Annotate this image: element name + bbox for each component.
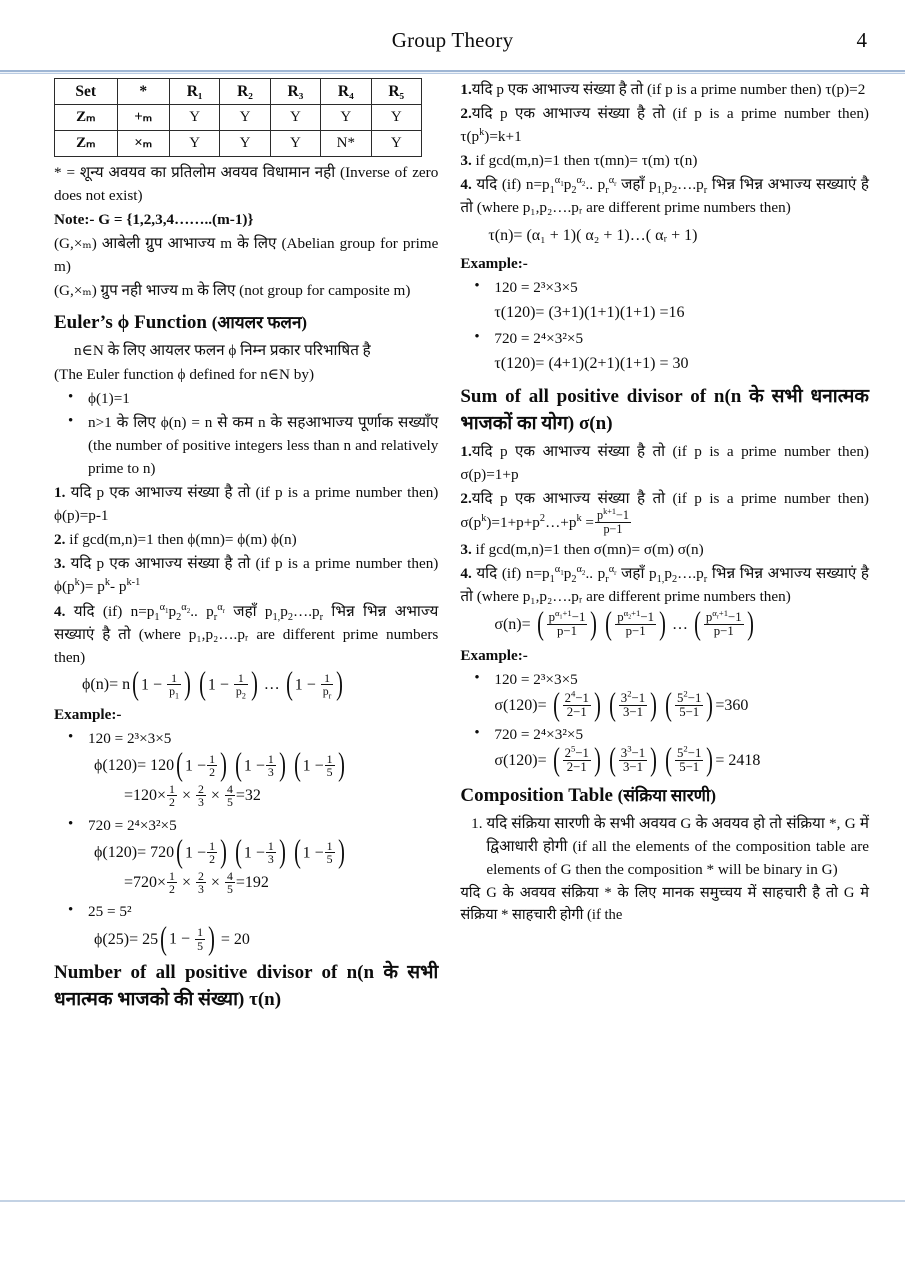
right-column: [460, 78, 869, 1200]
table-cell: Y: [169, 105, 219, 131]
rule-number: 4.: [54, 602, 66, 620]
euler-phi-heading: [54, 310, 438, 337]
header-divider: [0, 70, 905, 74]
table-cell: Y: [270, 131, 320, 157]
euler-definition-en: (The Euler function ϕ defined for n∈N by): [54, 365, 315, 383]
example-result: =720× $\frac{1}{2}$ × $\frac{2}{3}$ × $\frac{4}{5}$ =192: [124, 868, 269, 896]
example-formula: ϕ(120)= 120( 1 − $\frac{1}{2}$ ) ( 1 − $\frac{1}{3}$ ) ( 1 − $\frac{1}{5}$ ): [94, 746, 345, 783]
rule-prefix: यदि (if): [476, 176, 522, 194]
footer-divider: [0, 1200, 905, 1202]
example-factorization: 720 = 2⁴×3²×5: [494, 330, 584, 348]
page-content: [0, 78, 905, 1200]
list-item: [494, 668, 869, 721]
rule-prefix: यदि (if): [476, 564, 522, 582]
example-factorization: 720 = 2⁴×3²×5: [88, 816, 177, 834]
table-footnote: * = शून्य अवयव का प्रतिलोम अवयव विधामान नही (Inverse of zero does not exist): [54, 164, 439, 205]
composition-table-heading: [460, 783, 869, 810]
euler-example-label: Example:-: [54, 705, 122, 723]
rule-number: 1.: [54, 484, 66, 502]
rule-number: 3.: [54, 555, 66, 573]
tau-rule-4: [460, 173, 869, 219]
euler-phi-formula: ϕ(n)= n( 1 − $\frac{1}{p_1}$ ) ( 1 − $\frac{1}{p_2}$ ) … ( 1 − $\frac{1}{p_r}$ ): [82, 665, 344, 702]
set-properties-table: [54, 78, 422, 157]
list-item: [494, 327, 869, 376]
tau-rule-3: [460, 149, 869, 172]
example-formula: ϕ(25)= 25( 1 − $\frac{1}{5}$ ) = 20: [94, 920, 250, 957]
rule-number: 2.: [54, 531, 66, 549]
abelian-group-line: (G,×ₘ) आबेली ग्रुप आभाज्य m के लिए (Abelian group for prime m): [54, 235, 439, 276]
rule-en-tail: (where p₁,p₂….pᵣ are different prime numbers then): [476, 587, 791, 605]
rule-mid: जहाँ: [621, 176, 645, 194]
table-header-cell: Set: [55, 79, 118, 105]
rule-en-tail: (where p₁,p₂….pᵣ are different prime numbers then): [54, 625, 439, 666]
list-item: [88, 900, 438, 957]
table-row: [55, 105, 422, 131]
rule-primes: $p_{1,}p_2\dots.p_r$: [264, 602, 324, 623]
table-cell: Y: [321, 105, 371, 131]
rule-number: 1.: [460, 81, 472, 98]
euler-heading-en: Euler’s ϕ Function: [54, 311, 207, 333]
example-factorization: 120 = 2³×3×5: [494, 278, 578, 296]
rule-formula: $n=p_1^{\alpha_1}p_2^{\alpha_2}$.. $p_r^{\alpha_r}$: [525, 175, 617, 197]
sigma-heading-hi1: के सभी: [749, 385, 803, 407]
table-cell: Zₘ: [55, 105, 118, 131]
table-header-cell: R₅: [371, 79, 421, 105]
composition-rules: [460, 812, 869, 881]
rule-formula: $\sigma(p^k)=1+p+p^2\dots+p^k$ = $\frac{p^{k+1}-1}{p-1}$: [460, 506, 629, 536]
page-number: 4: [856, 28, 867, 52]
euler-rule-4: [54, 600, 438, 669]
rule-formula: $n=p_1^{\alpha_1}p_2^{\alpha_2}$.. $p_r^{\alpha_r}$: [525, 563, 617, 585]
rule-number: 4.: [460, 176, 472, 194]
rule-hindi-tail: भिन्न भिन्न अभाज्य सख्याएं है तो: [460, 564, 869, 605]
table-cell: +ₘ: [117, 105, 169, 131]
example-result: =120× $\frac{1}{2}$ × $\frac{2}{3}$ × $\frac{4}{5}$ =32: [124, 781, 261, 810]
composition-tail-text: यदि G के अवयव संक्रिया * के लिए मानक समुच्चय में साहचारी है तो G मे संक्रिया * साहचारी होगी (if the: [460, 884, 869, 924]
rule-text: यदि p एक आभाज्य संख्या है तो (if p is a prime number then): [471, 442, 869, 460]
note-line: [54, 208, 438, 231]
rule-text: if gcd(m,n)=1 then ϕ(mn)= ϕ(m) ϕ(n): [69, 531, 297, 549]
table-header-cell: *: [117, 79, 169, 105]
rule-number: 2.: [460, 105, 472, 123]
sigma-rule-4: [460, 562, 869, 608]
euler-examples: [54, 727, 438, 957]
tau-section-heading: [54, 960, 438, 1014]
list-item: • ϕ(1)=1: [88, 387, 438, 410]
example-factorization: 720 = 2⁴×3²×5: [494, 725, 584, 743]
table-cell: Y: [270, 105, 320, 131]
tau-examples: [460, 276, 869, 377]
rule-formula: τ(p)=2: [825, 81, 866, 98]
example-formula: ϕ(120)= 720( 1 − $\frac{1}{2}$ ) ( 1 − $\frac{1}{3}$ ) ( 1 − $\frac{1}{5}$ ): [94, 833, 345, 870]
rule-number: 3.: [460, 540, 472, 558]
sigma-examples: [460, 668, 869, 776]
rule-formula: $\tau(p^k)=k+1$: [460, 127, 522, 146]
sigma-heading-hi2: धनात्मक भाजकों का योग): [460, 385, 869, 434]
example-result: τ(120)= (3+1)(1+1)(1+1) =16: [494, 304, 685, 322]
left-column: [54, 78, 438, 1200]
tau-example-label: Example:-: [460, 254, 528, 272]
table-header-cell: R₄: [321, 79, 371, 105]
rule-formula: $n=p_1^{\alpha_1}p_2^{\alpha_2}$.. $p_r^{\alpha_r}$: [130, 601, 225, 623]
page-header: [0, 0, 905, 58]
composition-heading-en: Composition Table: [460, 784, 613, 806]
rule-prefix: यदि (if): [73, 602, 123, 620]
euler-heading-hi: (आयलर फलन): [211, 312, 308, 332]
rule-hindi-tail: भिन्न भिन्न अभाज्य सख्याएं है तो: [54, 602, 439, 643]
sigma-rule-1: [460, 440, 869, 486]
tau-heading-en: Number of all positive divisor of n(n: [54, 962, 375, 984]
list-item: [88, 727, 438, 810]
example-factorization: 120 = 2³×3×5: [494, 670, 578, 688]
rule-number: 4.: [460, 564, 472, 582]
rule-formula: $\phi(p^k)= p^k-$ $p^{k-1}$: [54, 577, 141, 596]
sigma-section-heading: [460, 384, 869, 438]
rule-primes: $p_{1,}p_2\dots.p_r$: [649, 564, 708, 585]
rule-primes: $p_{1,}p_2\dots.p_r$: [649, 176, 708, 197]
table-cell: Y: [169, 131, 219, 157]
list-item: [494, 276, 869, 325]
tau-heading-hi2: धनात्मक भाजको की संख्या): [54, 989, 245, 1011]
rule-text: if gcd(m,n)=1 then τ(mn)= τ(m) τ(n): [475, 152, 698, 170]
rule-hindi-tail: भिन्न भिन्न अभाज्य सख्याएं है तो: [460, 176, 869, 217]
table-cell: Y: [371, 131, 421, 157]
euler-bullet-list: [54, 387, 438, 480]
table-cell: Y: [220, 131, 270, 157]
sigma-heading-symbol: σ(n): [578, 412, 613, 434]
rule-text: if gcd(m,n)=1 then σ(mn)= σ(m) σ(n): [475, 540, 704, 558]
rule-en-tail: (where p₁,p₂….pᵣ are different prime numbers then): [476, 199, 791, 217]
sigma-rule-3: [460, 538, 869, 561]
table-cell: Y: [371, 105, 421, 131]
rule-formula: σ(p)=1+p: [460, 465, 519, 483]
not-group-line: (G,×ₘ) ग्रुप नही भाज्य m के लिए (not group for camposite m): [54, 282, 411, 300]
rule-mid: जहाँ: [233, 602, 257, 620]
sigma-rule-2: [460, 487, 869, 537]
rule-text: यदि p एक आभाज्य संख्या है तो (if p is a prime number then): [70, 484, 439, 502]
list-item: [494, 723, 869, 776]
rule-number: 3.: [460, 152, 472, 170]
euler-definition-hi: n∈N के लिए आयलर फलन ϕ निम्न प्रकार परिभाषित है: [74, 341, 371, 359]
example-result: τ(120)= (4+1)(2+1)(1+1) = 30: [494, 355, 689, 373]
table-cell: Zₘ: [55, 131, 118, 157]
tau-heading-hi1: के सभी: [383, 962, 439, 984]
rule-text: यदि p एक आभाज्य संख्या है तो (if p is a prime number then): [471, 105, 869, 123]
table-header-cell: R₂: [220, 79, 270, 105]
example-result: σ(120)= ( $\frac{2^4-1}{2-1}$ ) ( $\frac{3^2-1}{3-1}$ ) ( $\frac{5^2-1}{5-1}$ ) =360: [494, 686, 749, 723]
tau-rule-1: [460, 78, 869, 101]
rule-text: यदि p एक आभाज्य संख्या है तो (if p is a prime number then): [70, 555, 439, 573]
rule-formula: ϕ(p)=p-1: [54, 507, 109, 525]
euler-rule-3: [54, 552, 438, 598]
example-result: σ(120)= ( $\frac{2^5-1}{2-1}$ ) ( $\frac{3^3-1}{3-1}$ ) ( $\frac{5^2-1}{5-1}$ ) = 2418: [494, 741, 761, 778]
euler-rule-1: [54, 481, 438, 527]
list-item: 1. यदि संक्रिया सारणी के सभी अवयव G के अवयव हो तो संक्रिया *, G में द्विआधारी होगी (if all the elements of the composition table are elements of G then the composition * will be binary in G): [486, 812, 869, 881]
table-header-cell: R₁: [169, 79, 219, 105]
table-cell: N*: [321, 131, 371, 157]
example-factorization: 120 = 2³×3×5: [88, 729, 172, 747]
rule-text: यदि p एक आभाज्य संख्या है तो (if p is a prime number then): [471, 81, 822, 98]
euler-rule-2: [54, 528, 438, 551]
rule-number: 2.: [460, 489, 472, 507]
table-cell: Y: [220, 105, 270, 131]
table-header-cell: R₃: [270, 79, 320, 105]
list-item: • n>1 के लिए ϕ(n) = n से कम n के सहआभाज्य पूर्णाक सख्याँए (the number of positive integers less than n and relatively prime to n): [88, 411, 438, 480]
rule-mid: जहाँ: [621, 564, 645, 582]
list-item: [88, 814, 438, 897]
table-cell: ×ₘ: [117, 131, 169, 157]
note-text: Note:- G = {1,2,3,4……..(m-1)}: [54, 211, 254, 229]
sigma-heading-en: Sum of all positive divisor of n(n: [460, 385, 742, 407]
tau-formula: τ(n)= (α₁ + 1)( α₂ + 1)…( αᵣ + 1): [488, 226, 698, 244]
sigma-formula: σ(n)= ( $\frac{p^{\alpha_1+1}-1}{p-1}$ ) ( $\frac{p^{\alpha_2+1}-1}{p-1}$ ) … ( $\frac{p^{\alpha_r+1}-1}{p-1}$ ): [494, 605, 754, 642]
rule-number: 1.: [460, 442, 472, 460]
rule-text: यदि p एक आभाज्य संख्या है तो (if p is a prime number then): [471, 489, 869, 507]
table-header-row: [55, 79, 422, 105]
example-factorization: 25 = 5²: [88, 903, 132, 921]
composition-heading-hi: (संक्रिया सारणी): [617, 785, 716, 805]
tau-heading-symbol: τ(n): [249, 989, 282, 1011]
tau-rule-2: [460, 102, 869, 148]
table-row: [55, 131, 422, 157]
sigma-example-label: Example:-: [460, 646, 528, 664]
page-title: Group Theory: [391, 28, 514, 52]
